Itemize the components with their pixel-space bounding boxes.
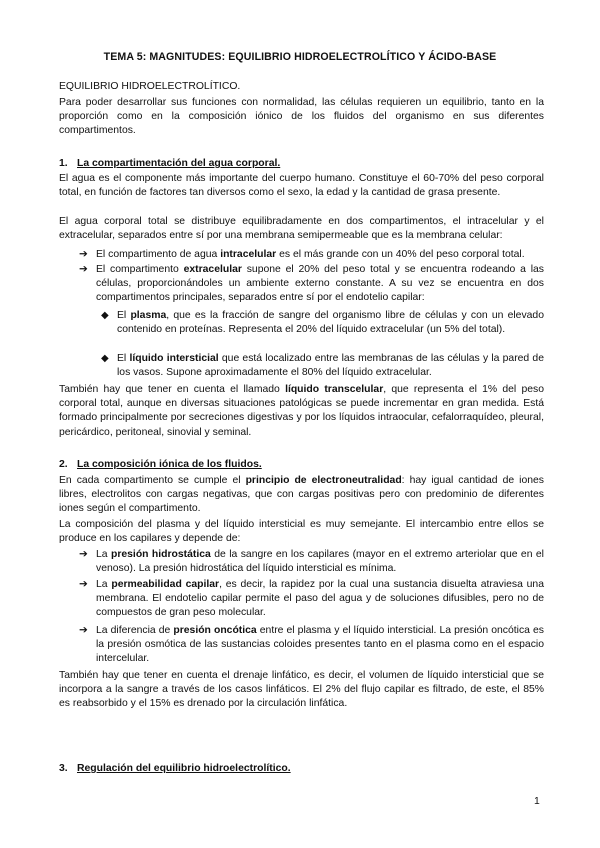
s2-bullet-permeabilidad: La permeabilidad capilar, es decir, la rapidez por la cual una sustancia disuelta atraviesa una membrana. El endotelio capilar permite el paso del agua y de soluciones difusibles, pero no de compuestos de gran peso molecular. (96, 579, 544, 619)
arrow-bullet-icon: ➔ (79, 579, 88, 590)
s1-bullet-intracelular: El compartimento de agua intracelular es el más grande con un 40% del peso corporal total. (96, 249, 525, 260)
s2-bullet-hidrostatica: La presión hidrostática de la sangre en los capilares (mayor en el extremo arteriolar que en el venoso). La presión hidrostática del líquido intersticial es mínima. (96, 549, 544, 575)
section-title: EQUILIBRIO HIDROELECTROLÍTICO. (59, 81, 241, 92)
diamond-bullet-icon: ◆ (101, 310, 109, 321)
s1-paragraph-1: El agua es el componente más importante del cuerpo humano. Constituye el 60-70% del peso corporal total, en función de factores tan diversos como el sexo, la edad y la cantidad de grasa presente. (59, 173, 544, 199)
s1-subbullet-intersticial: El líquido intersticial que está localizado entre las membranas de las células y la pared de los vasos. Supone aproximadamente el 80% del líquido extracelular. (117, 353, 544, 379)
arrow-bullet-icon: ➔ (79, 264, 88, 275)
section-1-number: 1. (59, 158, 68, 169)
s2-paragraph-linfatico: También hay que tener en cuenta el drenaje linfático, es decir, el volumen de líquido intersticial que se incorpora a la sangre a través de los casos linfáticos. El 2% del flujo capilar es filtrado, de este, el 85% es reabsorbido y el 15% es drenado por la circulación linfática. (59, 670, 544, 710)
section-1-heading-text: La compartimentación del agua corporal. (77, 158, 281, 169)
section-1-heading (59, 158, 280, 169)
section-2-heading-text: La composición iónica de los fluidos. (77, 459, 262, 470)
section-2-number: 2. (59, 459, 68, 470)
arrow-bullet-icon: ➔ (79, 249, 88, 260)
s2-paragraph-2: La composición del plasma y del líquido intersticial es muy semejante. El intercambio entre ellos se produce en los capilares y depende de: (59, 519, 544, 545)
diamond-bullet-icon: ◆ (101, 353, 109, 364)
s2-paragraph-1: En cada compartimento se cumple el principio de electroneutralidad: hay igual cantidad de iones libres, electrolitos con cargas negativas, que con cargas positivas pero con predominio de diferentes iones según el compartimento. (59, 475, 544, 515)
intro-paragraph: Para poder desarrollar sus funciones con normalidad, las células requieren un equilibrio, tanto en la proporción como en la composición iónico de los fluidos del organismo en sus diferentes compartimentos. (59, 97, 544, 137)
section-3-heading (59, 763, 291, 774)
s1-paragraph-2: El agua corporal total se distribuye equilibradamente en dos compartimentos, el intracelular y el extracelular, separados entre sí por una membrana semipermeable que es la membrana celular: (59, 216, 544, 242)
arrow-bullet-icon: ➔ (79, 549, 88, 560)
s1-paragraph-transcelular: También hay que tener en cuenta el llamado líquido transcelular, que representa el 1% del peso corporal total, aunque en diversas situaciones patológicas se puede incrementar en gran medida. Está formado principalmente por secreciones digestivas y por los líquidos intraocular, cefalorraquídeo, pleural, pericárdico, peritoneal, sinovial y seminal. (59, 384, 544, 438)
section-3-heading-text: Regulación del equilibrio hidroelectrolítico. (77, 763, 291, 774)
document-title: TEMA 5: MAGNITUDES: EQUILIBRIO HIDROELECTROLÍTICO Y ÁCIDO-BASE (103, 51, 497, 63)
s1-subbullet-plasma: El plasma, que es la fracción de sangre del organismo libre de células y con un elevado contenido en proteínas. Representa el 20% del líquido extracelular (un 5% del total). (117, 310, 544, 336)
section-2-heading (59, 459, 262, 470)
section-3-number: 3. (59, 763, 68, 774)
s2-bullet-oncotica: La diferencia de presión oncótica entre el plasma y el líquido intersticial. La presión oncótica es la presión osmótica de las sustancias coloides presentes tanto en el plasma como en el espacio intercelular. (96, 625, 544, 665)
page-number: 1 (534, 796, 540, 807)
s1-bullet-extracelular: El compartimento extracelular supone el 20% del peso total y se encuentra rodeando a las células, proporcionándoles un ambiente externo constante. A su vez se encuentra en dos compartimentos principales, separados entre sí por el endotelio capilar: (96, 264, 544, 304)
arrow-bullet-icon: ➔ (79, 625, 88, 636)
